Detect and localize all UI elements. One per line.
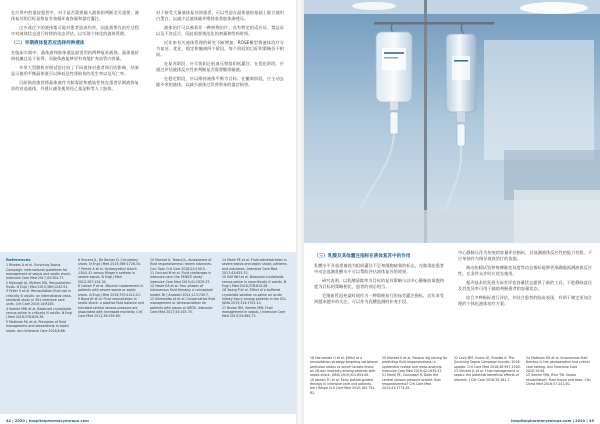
page-footer — [6, 419, 89, 423]
reference-item: 12 Hoste EA et al. Four phases of intravenous fluid therapy: a conceptual model. Br J Anaesth 2014;113:740-7. — [150, 284, 213, 297]
paragraph: 在临床实践中，晶体液和胶体液是最常用的两种复苏液体。晶体液价格低廉且易于获得，而胶体液能够更有效地扩充血管内容量。 — [11, 50, 139, 62]
reference-item: 17 Brown RM, Semler MW. Fluid management in sepsis. J Intensive Care Med 2019;34:364-73. — [222, 305, 286, 319]
iv-drip-photo — [304, 0, 600, 243]
reference-item: 22 Levy MM, Evans LE, Rhodes A. The Surviving Sepsis Campaign bundle: 2018 update. Crit Care Med 2018;46:997-1000. — [454, 356, 521, 369]
reference-item: 4 Semler MW et al. Balanced crystalloids versus saline in critically ill adults. N Engl J Med 2018;378:829-39. — [6, 306, 73, 320]
reference-item: 24 Malbrain ML et al. Intravenous fluid therapy in the perioperative and critical care setting. Ann Intensive Care 2020;10:64. — [526, 356, 590, 374]
paragraph: 超声技术的发展为床旁评估容量状态提供了新的工具，下腔静脉直径及其变异率可用于辅助判断患者的容量状态。 — [458, 280, 592, 292]
right-references-column-2 — [382, 356, 450, 391]
references-column-1 — [6, 258, 74, 333]
right-text-column-2 — [458, 250, 592, 310]
reference-item: 9 Boyd JH et al. Fluid resuscitation in septic shock: a positive fluid balance and elevated central venous pressure are associated with increased mortality. Crit Care Med 2011;39:259-65. — [78, 297, 144, 319]
paragraph: 中心静脉压作为传统的容量评估指标，其预测液体反应性的能力有限，不应单独作为指导液体治疗的依据。 — [458, 250, 593, 262]
right-text-column-1 — [314, 250, 444, 308]
paragraph: 近年来有关液体管理的研究不断增加，ROSE模型将液体治疗分为复苏、优化、稳定和撤离四个阶段，每个阶段的目标和策略各不相同。 — [156, 40, 284, 58]
reference-item: 21 Marik PE, Cavallazzi R. Does the central venous pressure predict fluid responsiveness? Crit Care Med 2013;41:1774-81. — [382, 373, 441, 391]
reference-item: 3 Finfer S et al. Resuscitation fluid use in critically ill adults: an international cross-sectional study in 391 intensive care units. Crit Care 2010;14:R185. — [6, 289, 72, 307]
section-heading: （二）早期液体复苏应选择何种液体 — [11, 41, 85, 47]
photo-illustration — [304, 0, 600, 243]
references-heading: References — [6, 257, 31, 262]
right-references-column-1 — [310, 356, 378, 395]
references-column-2 — [78, 258, 146, 319]
page-footer-text: 44 | 2020 | hospitalpharmacyeurope.com — [6, 419, 89, 423]
reference-item: 23 Vincent JL et al. Fluid management in sepsis: the potential beneficial effects of albumin. J Crit Care 2016;35:161-7. — [454, 369, 519, 382]
reference-item: 2 Myburgh JA, Mythen MG. Resuscitation fluids. N Engl J Med 2013;369:1243-51. — [6, 280, 71, 290]
reference-item: 1 Rhodes A et al. Surviving Sepsis Campaign: international guidelines for management of sepsis and septic shock. Intensive Care Med 2017;43:304-77. — [6, 263, 72, 281]
reference-item: 15 Self WH et al. Balanced crystalloids versus saline in noncritically ill adults. N Engl J Med 2018;378:819-28. — [222, 275, 287, 289]
reference-item: 10 Monnet X, Teboul JL. Assessment of fluid responsiveness: recent advances. Curr Opin Crit Care 2018;24:190-5. — [150, 258, 213, 271]
paragraph: 在应用中的重症患者中，对于是否需要输入液体的判断至关重要，液体复苏的目标是恢复有效循环血容量和器官灌注。 — [11, 10, 139, 22]
right-references-column-4 — [526, 356, 594, 386]
paragraph: 毛细血管再充盈时间作为一种简便易行的床旁灌注指标，近年来受到越来越多的关注，可以作为乳酸监测的补充手段。 — [314, 293, 444, 305]
right-page — [304, 0, 600, 424]
paragraph: 综合多种指标进行评估，并结合患者的临床表现，有助于制定更加合理的个体化液体治疗方案。 — [458, 295, 592, 307]
reference-item: 6 Vincent JL, De Backer D. Circulatory shock. N Engl J Med 2013;369:1726-34. — [78, 258, 141, 267]
paragraph: 多项大型随机对照试验比较了不同液体对患者预后的影响，结果显示使用平衡晶体液可以降低急性肾损伤的发生率以及死亡率。 — [11, 65, 139, 77]
spine-gutter — [296, 0, 304, 424]
paragraph: 研究表明，以乳酸清除率为目标的复苏策略与以中心静脉血氧饱和度为目标的策略相比，患者的预后相当。 — [314, 278, 444, 290]
reference-item: 5 Malbrain ML et al. Principles of fluid management and stewardship in septic shock. Ann Intensive Care 2018;8:66. — [6, 319, 70, 333]
section-heading: （三）乳酸及其他灌注指标在液体复苏中的作用 — [314, 254, 411, 259]
reference-item: 11 Cecconi M et al. Fluid challenges in intensive care: the FENICE study. Intensive Care Med 2015;41:1529-37. — [150, 271, 212, 284]
paragraph: 对于接受大量液体复苏的患者，可以考虑在晶体液的基础上联合使用白蛋白，以减少总液体量并维持血浆胶体渗透压。 — [156, 10, 284, 22]
reference-item: 14 Marik PE et al. Fluid administration in severe sepsis and septic shock, patterns and outcomes. Intensive Care Med 2017;43:625-32. — [222, 258, 287, 276]
paragraph: 乳酸水平升高常被视为组织灌注不足和细胞缺氧的标志，在脓毒症患者中动态监测乳酸水平可以帮助评估液体复苏的效果。 — [314, 263, 444, 275]
reference-item: 13 Silversides JA et al. Conservative fluid management or deresuscitation for patients with sepsis or ARDS. Intensive Care Med 2017;43:155-70. — [150, 297, 216, 315]
paragraph: 在稳定阶段，应以维持液体平衡为目标；在撤离阶段，应主动去除多余的液体，以减少液体过负荷带来的器官损害。 — [156, 76, 284, 88]
paragraph: 被动抬腿试验和每搏量变异度等动态指标能够更准确地预测液体反应性，在条件允许时应优先使用。 — [458, 265, 592, 277]
paragraph: 在复苏阶段，应尽快纠正低血压和组织低灌注；在优化阶段，应通过评估液体反应性来判断是否需要继续输液。 — [156, 61, 284, 73]
reference-item: 20 Monnet X et al. Passive leg raising for predicting fluid responsiveness: a systematic review and meta-analysis. Intensive Care Med 2016;42:1935-47. — [382, 356, 448, 374]
paragraph: 过多或过少的液体都可能对患者造成伤害，因此需要在治疗过程中对液体状态进行持续的动态评估，以实现个体化的液体管理。 — [11, 25, 139, 37]
reference-item: 7 Perner A et al. Hydroxyethyl starch 130/0.42 versus Ringer's acetate in severe sepsis. N Engl J Med 2012;367:124-34. — [78, 266, 137, 284]
reference-item: 8 Caironi P et al. Albumin replacement in patients with severe sepsis or septic shock. N Engl J Med 2014;370:1412-21. — [78, 284, 144, 297]
reference-item: 19 Jansen TC et al. Early lactate-guided therapy in intensive care unit patients. Am J Respir Crit Care Med 2010;182:752-61. — [310, 377, 376, 395]
page-footer — [511, 419, 594, 423]
paragraph: 目前指南推荐将晶体液作为脓毒症和感染性休克患者早期液体复苏的首选液体，并建议避免使用羟乙基淀粉等人工胶体。 — [11, 80, 139, 92]
reference-item: 25 Semler MW, Rice TW. Sepsis resuscitation: fluid choice and dose. Clin Chest Med 2016;37:241-50. — [526, 373, 591, 387]
left-text-column-1 — [11, 10, 139, 96]
right-references-column-3 — [454, 356, 522, 382]
left-page — [0, 0, 296, 424]
left-text-column-2 — [156, 10, 284, 92]
paragraph: 液体治疗可以被看作一种药物治疗，具有特定的适应证、禁忌证以及不良反应，因此需要规范化的剂量和给药时间。 — [156, 25, 284, 37]
reference-item: 16 Young P et al. Effect of a buffered crystalloid solution vs saline on acute kidney injury among patients in the ICU. JAMA 2015;314:1701-10. — [222, 288, 287, 306]
reference-item: 18 Hernandez G et al. Effect of a resuscitation strategy targeting peripheral perfusion status vs serum lactate levels on 28-day mortality among patients with septic shock. JAMA 2019;321:654-64. — [310, 356, 378, 378]
page-footer-text: hospitalpharmacyeurope.com | 2020 | 45 — [511, 419, 594, 423]
references-column-3 — [150, 258, 218, 314]
references-column-4 — [222, 258, 290, 319]
